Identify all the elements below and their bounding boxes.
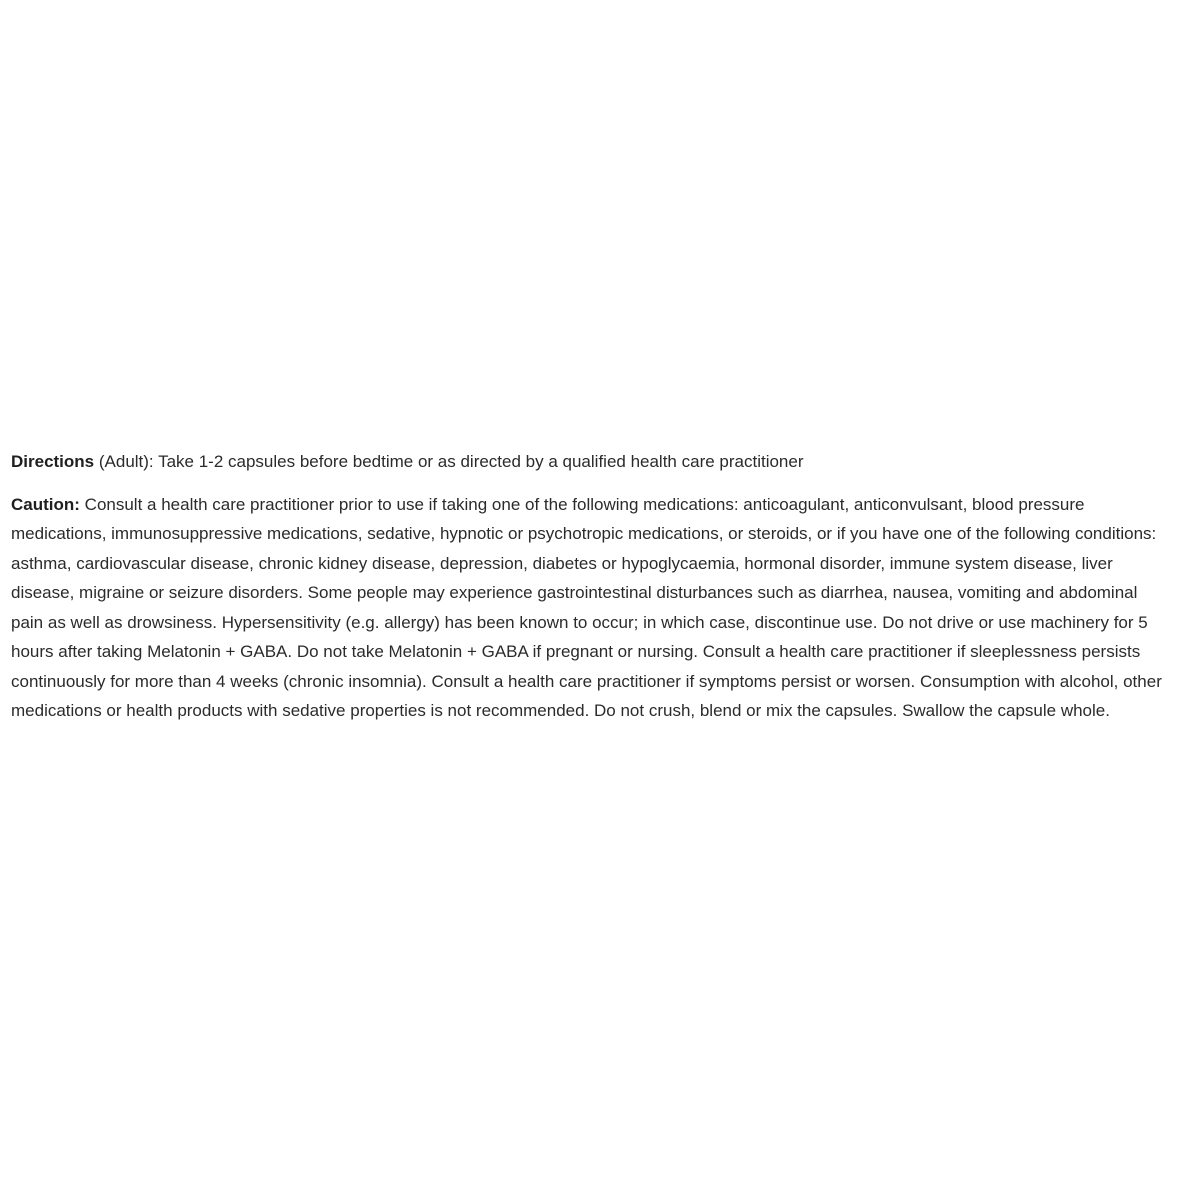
caution-text: Consult a health care practitioner prior to use if taking one of the following medications: anticoagulant, anticonvulsant, blood pressure medications, immunosuppressive medications, sedative, hypnotic or psychotropic medications, or steroids, or if you have one of the following conditions: asthma, cardiovascular disease, chronic kidney disease, depression, diabetes or hypoglycaemia, hormonal disorder, immune system disease, liver disease, migraine or seizure disorders. Some people may experience gastrointestinal disturbances such as diarrhea, nausea, vomiting and abdominal pain as well as drowsiness. Hypersensitivity (e.g. allergy) has been known to occur; in which case, discontinue use. Do not drive or use machinery for 5 hours after taking Melatonin + GABA. Do not take Melatonin + GABA if pregnant or nursing. Consult a health care practitioner if sleeplessness persists continuously for more than 4 weeks (chronic insomnia). Consult a health care practitioner if symptoms persist or worsen. Consumption with alcohol, other medications or health products with sedative properties is not recommended. Do not crush, blend or mix the capsules. Swallow the capsule whole.: [11, 494, 1162, 720]
product-label-text: [11, 447, 1171, 726]
directions-label: Directions: [11, 452, 95, 471]
directions-text: (Adult): Take 1-2 capsules before bedtime or as directed by a qualified health care practitioner: [94, 452, 804, 471]
caution-paragraph: [11, 490, 1171, 726]
directions-paragraph: [11, 447, 1171, 477]
caution-label: Caution:: [11, 494, 80, 514]
